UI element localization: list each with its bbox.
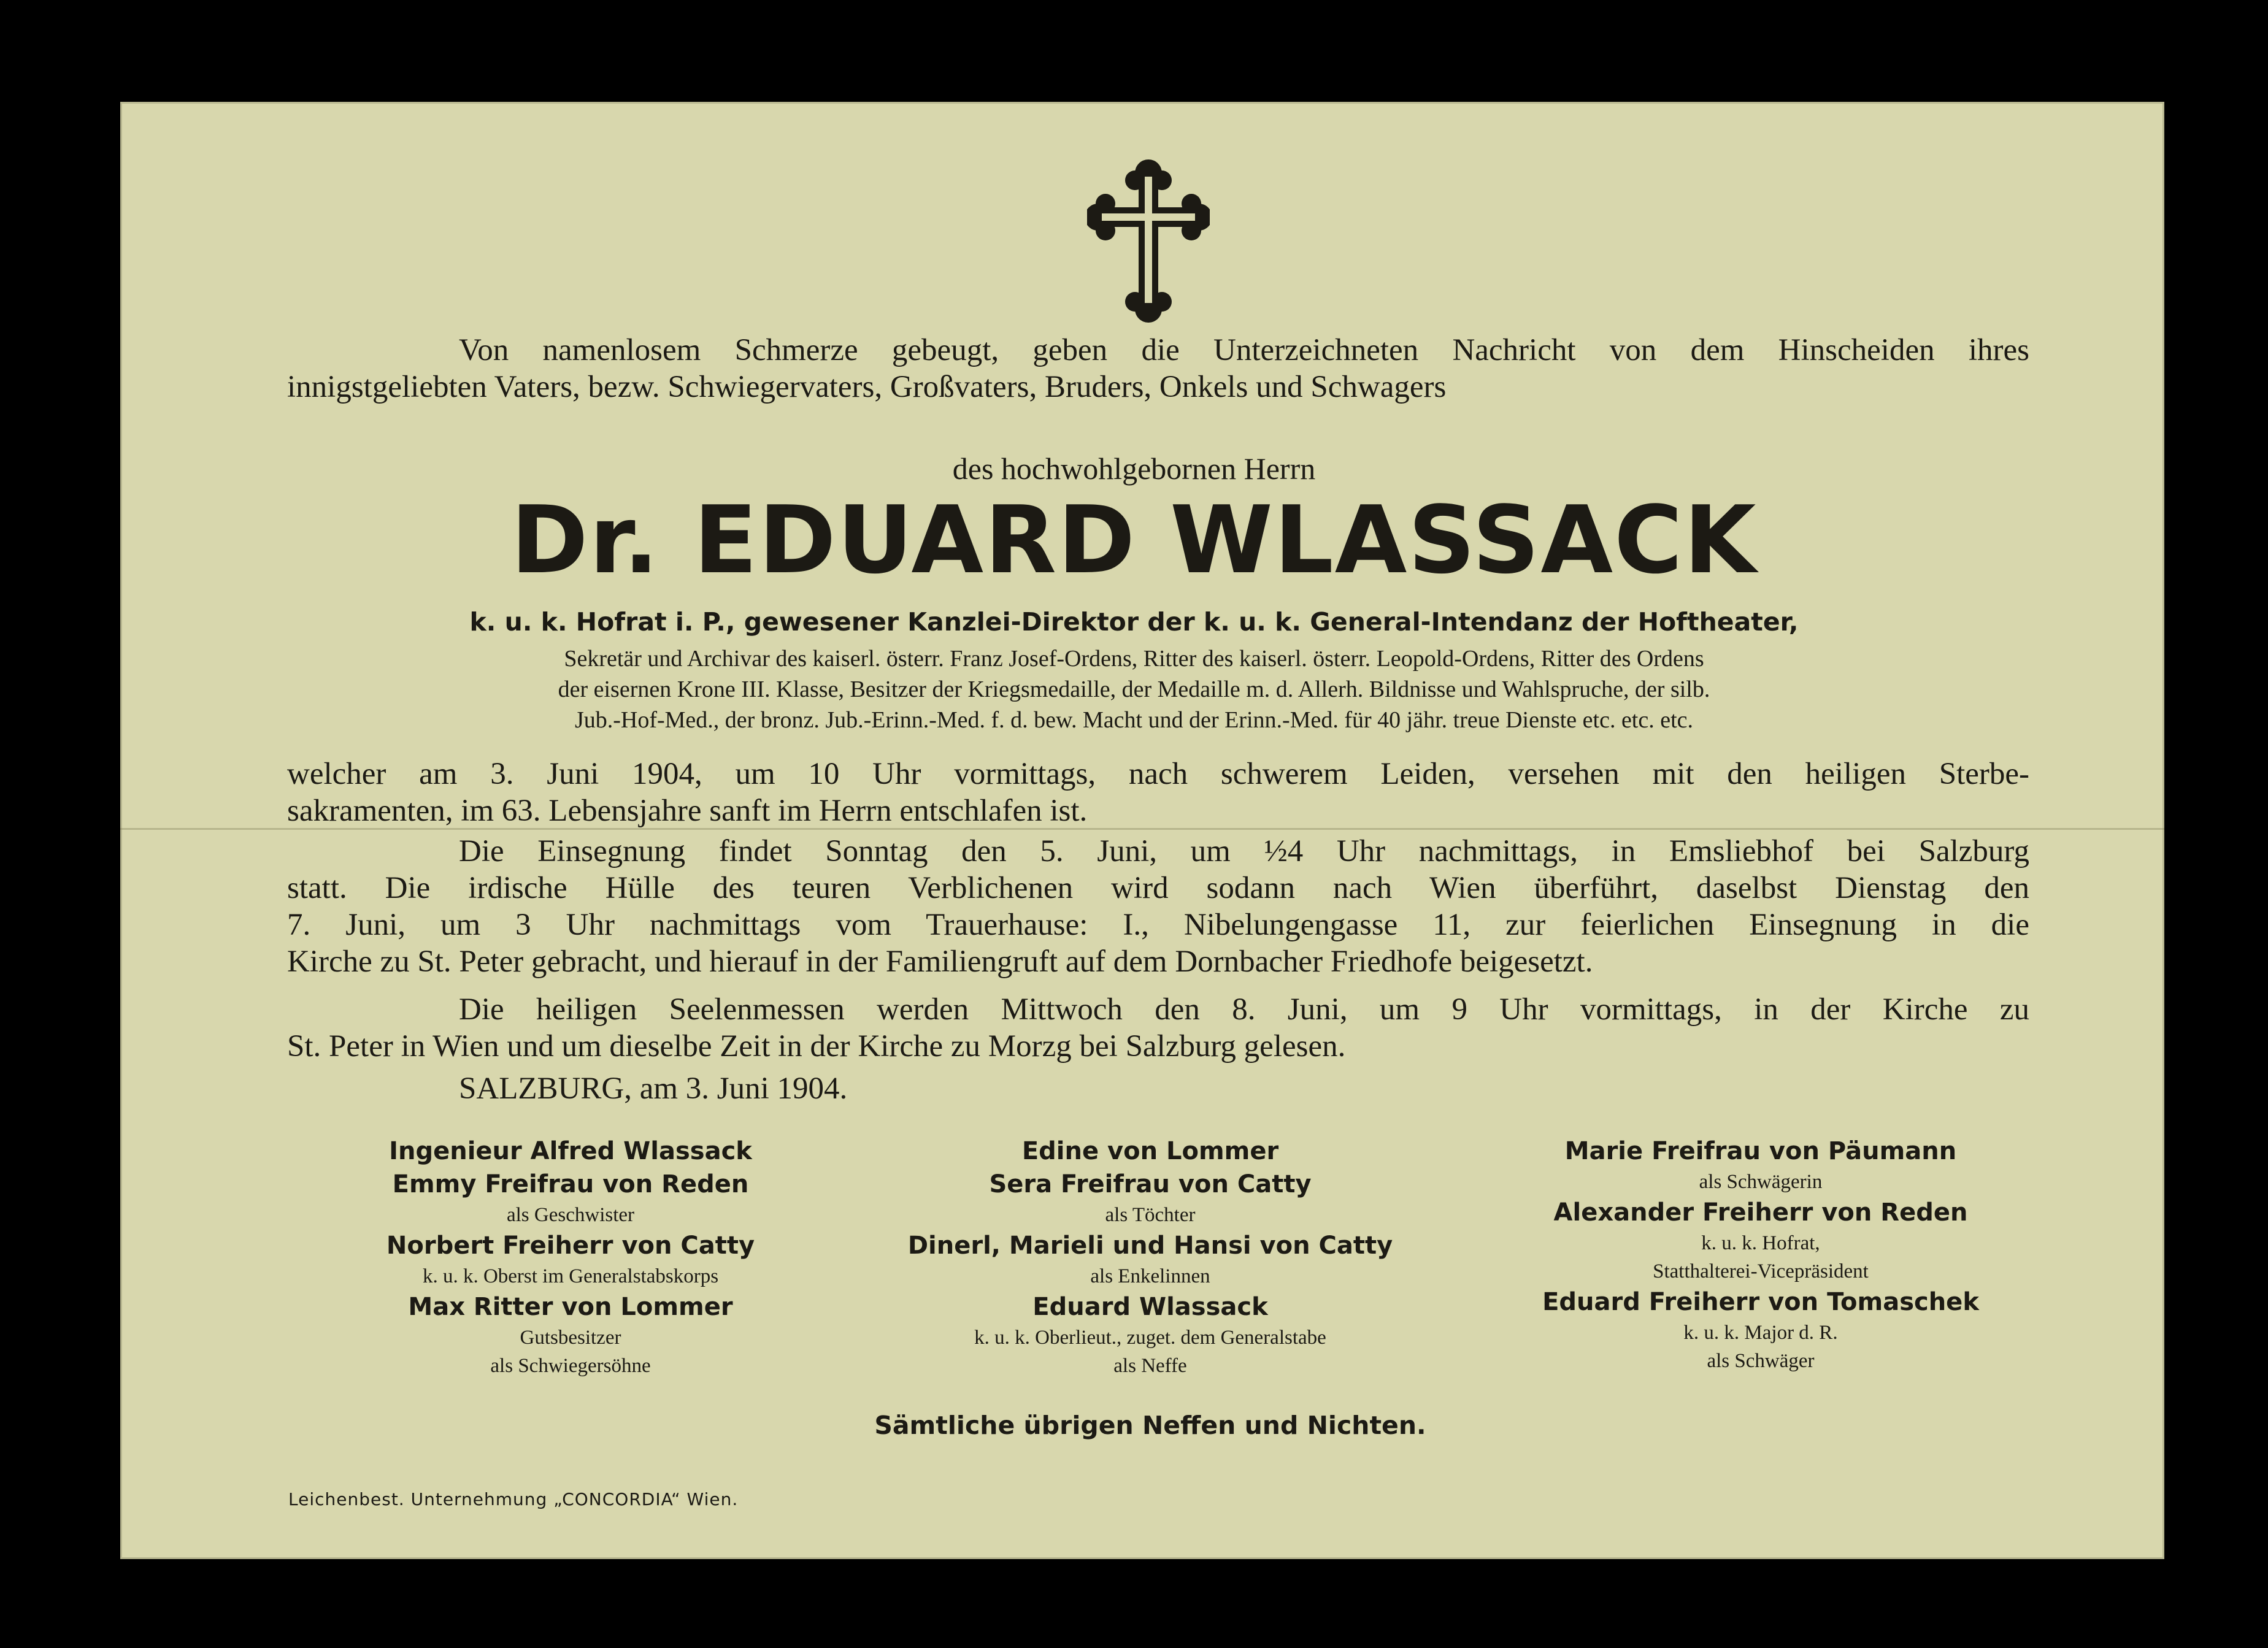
signatory-name: Eduard Wlassack: [1032, 1293, 1268, 1321]
signatory-name: Eduard Freiherr von Tomaschek: [1542, 1288, 1979, 1316]
signatory-relation: als Geschwister: [506, 1204, 635, 1226]
funeral-line-2: statt. Die irdische Hülle des teuren Verblichenen wird sodann nach Wien überführt, daselbst Dienstag den: [287, 871, 2029, 905]
death-paragraph: [287, 756, 2029, 829]
signatory-name: Ingenieur Alfred Wlassack: [389, 1137, 752, 1165]
place-date: SALZBURG, am 3. Juni 1904.: [459, 1071, 848, 1106]
signatory-name: Emmy Freifrau von Reden: [392, 1170, 749, 1198]
funeral-line-3: 7. Juni, um 3 Uhr nachmittags vom Trauerhause: I., Nibelungengasse 11, zur feierlichen Einsegnung in die: [287, 908, 2029, 942]
funeral-line-4: Kirche zu St. Peter gebracht, und hierauf in der Familiengruft auf dem Dornbacher Friedhofe beigesetzt.: [287, 945, 1593, 979]
signatories-left: [264, 1135, 877, 1380]
funeral-paragraph: [287, 833, 2029, 980]
signatory-relation: als Schwäger: [1707, 1350, 1815, 1372]
signatory-relation: k. u. k. Oberst im Generalstabskorps: [422, 1265, 719, 1287]
signatories-right: [1454, 1135, 2067, 1375]
signatory-name: Marie Freifrau von Päumann: [1564, 1137, 1957, 1165]
closing-line: Sämtliche übrigen Neffen und Nichten.: [874, 1411, 1426, 1440]
signatory-relation: k. u. k. Major d. R.: [1683, 1322, 1838, 1344]
signatory-relation: k. u. k. Oberlieut., zuget. dem Generalstabe: [974, 1327, 1326, 1349]
signatory-name: Dinerl, Marieli und Hansi von Catty: [907, 1232, 1393, 1260]
death-line-1: welcher am 3. Juni 1904, um 10 Uhr vormittags, nach schwerem Leiden, versehen mit den heiligen Sterbe-: [287, 757, 2029, 791]
masses-paragraph: [287, 991, 2029, 1065]
funeral-line-1: Die Einsegnung findet Sonntag den 5. Juni, um ½4 Uhr nachmittags, in Emsliebhof bei Salzburg: [459, 834, 2029, 868]
intro-line-2: innigstgeliebten Vaters, bezw. Schwiegervaters, Großvaters, Bruders, Onkels und Schwagers: [287, 370, 1447, 404]
printer-imprint: Leichenbest. Unternehmung „CONCORDIA“ Wien.: [288, 1489, 739, 1509]
title-line: k. u. k. Hofrat i. P., gewesener Kanzlei-Direktor der k. u. k. General-Intendanz der Hoftheater,: [469, 607, 1799, 637]
intro-line-1: Von namenlosem Schmerze gebeugt, geben die Unterzeichneten Nachricht von dem Hinscheiden ihres: [459, 333, 2029, 367]
signatory-name: Norbert Freiherr von Catty: [386, 1232, 755, 1260]
death-line-2: sakramenten, im 63. Lebensjahre sanft im Herrn entschlafen ist.: [287, 794, 1088, 828]
intro-paragraph: [287, 332, 2029, 369]
signatory-relation: als Schwiegersöhne: [490, 1355, 651, 1377]
masses-line-2: St. Peter in Wien und um dieselbe Zeit in der Kirche zu Morzg bei Salzburg gelesen.: [287, 1029, 1346, 1064]
masses-line-1: Die heiligen Seelenmessen werden Mittwoch den 8. Juni, um 9 Uhr vormittags, in der Kirche zu: [459, 992, 2029, 1027]
signatory-relation: Statthalterei-Vicepräsident: [1653, 1260, 1869, 1282]
signatory-relation: Gutsbesitzer: [520, 1327, 621, 1349]
intro-paragraph-cont: [287, 369, 2029, 405]
deceased-name: Dr. EDUARD WLASSACK: [510, 486, 1758, 594]
honors-line-3: Jub.-Hof-Med., der bronz. Jub.-Erinn.-Med. f. d. bew. Macht und der Erinn.-Med. für 40 jähr. treue Dienste etc. etc. etc.: [574, 707, 1694, 733]
signatory-relation: als Töchter: [1105, 1204, 1196, 1226]
signatory-name: Sera Freifrau von Catty: [989, 1170, 1312, 1198]
signatories-center: [844, 1135, 1457, 1380]
honors-line-2: der eisernen Krone III. Klasse, Besitzer der Kriegsmedaille, der Medaille m. d. Allerh. Bildnisse und Wahlspruche, der silb.: [558, 676, 1710, 702]
signatory-relation: als Schwägerin: [1699, 1171, 1823, 1193]
signatory-name: Edine von Lommer: [1021, 1137, 1279, 1165]
signatory-relation: k. u. k. Hofrat,: [1701, 1232, 1820, 1254]
salutation: des hochwohlgebornen Herrn: [952, 451, 1316, 486]
signatory-name: Alexander Freiherr von Reden: [1553, 1198, 1968, 1227]
signatory-relation: als Neffe: [1113, 1355, 1187, 1377]
signatory-name: Max Ritter von Lommer: [408, 1293, 733, 1321]
cross-icon: [1087, 158, 1210, 324]
signatory-relation: als Enkelinnen: [1090, 1265, 1210, 1287]
honors-line-1: Sekretär und Archivar des kaiserl. österr. Franz Josef-Ordens, Ritter des kaiserl. österr. Leopold-Ordens, Ritter des Ordens: [564, 646, 1704, 672]
